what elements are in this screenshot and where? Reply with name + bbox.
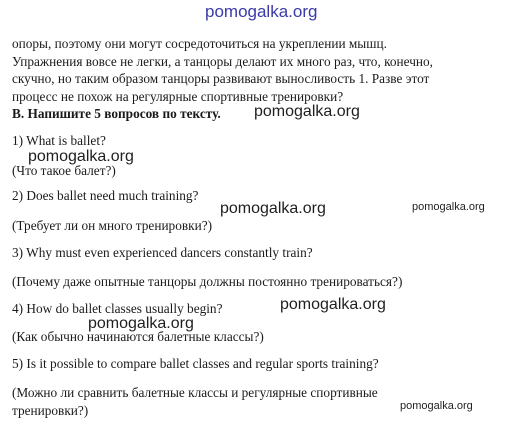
watermark-section: pomogalka.org	[254, 103, 360, 120]
question-4-en: 4) How do ballet classes usually begin?	[12, 301, 223, 316]
question-5-en: 5) Is it possible to compare ballet classes and regular sports training?	[12, 356, 379, 371]
question-1-en: 1) What is ballet?	[12, 133, 106, 148]
question-5-ru-line-2: тренировки?)	[12, 403, 89, 418]
section-heading: B. Напишите 5 вопросов по тексту.	[12, 106, 221, 121]
watermark-q4-left: pomogalka.org	[88, 315, 194, 332]
watermark-q4-right: pomogalka.org	[280, 296, 386, 313]
watermark-q2-center: pomogalka.org	[220, 200, 326, 217]
paragraph-line-2: Упражнения вовсе не легки, а танцоры делают их много раз, что, конечно,	[12, 54, 433, 69]
question-3-en: 3) Why must even experienced dancers constantly train?	[12, 245, 313, 260]
question-3-ru: (Почему даже опытные танцоры должны постоянно тренироваться?)	[12, 274, 403, 289]
question-4-ru: (Как обычно начинаются балетные классы?)	[12, 329, 264, 344]
paragraph-line-4: процесс не похож на регулярные спортивные тренировки?	[12, 89, 344, 104]
watermark-q1: pomogalka.org	[28, 148, 134, 165]
question-5-ru-line-1: (Можно ли сравнить балетные классы и регулярные спортивные	[12, 385, 378, 400]
question-2-en: 2) Does ballet need much training?	[12, 188, 199, 203]
question-1-ru: (Что такое балет?)	[12, 163, 116, 178]
watermark-bottom-right: pomogalka.org	[400, 400, 473, 412]
question-2-ru: (Требует ли он много тренировки?)	[12, 218, 213, 233]
paragraph-line-1: опоры, поэтому они могут сосредоточиться на укреплении мышц.	[12, 36, 387, 51]
paragraph-line-3: скучно, но таким образом танцоры развивают выносливость 1. Разве этот	[12, 71, 430, 86]
watermark-top: pomogalka.org	[205, 2, 318, 21]
watermark-q2-right: pomogalka.org	[412, 201, 485, 213]
